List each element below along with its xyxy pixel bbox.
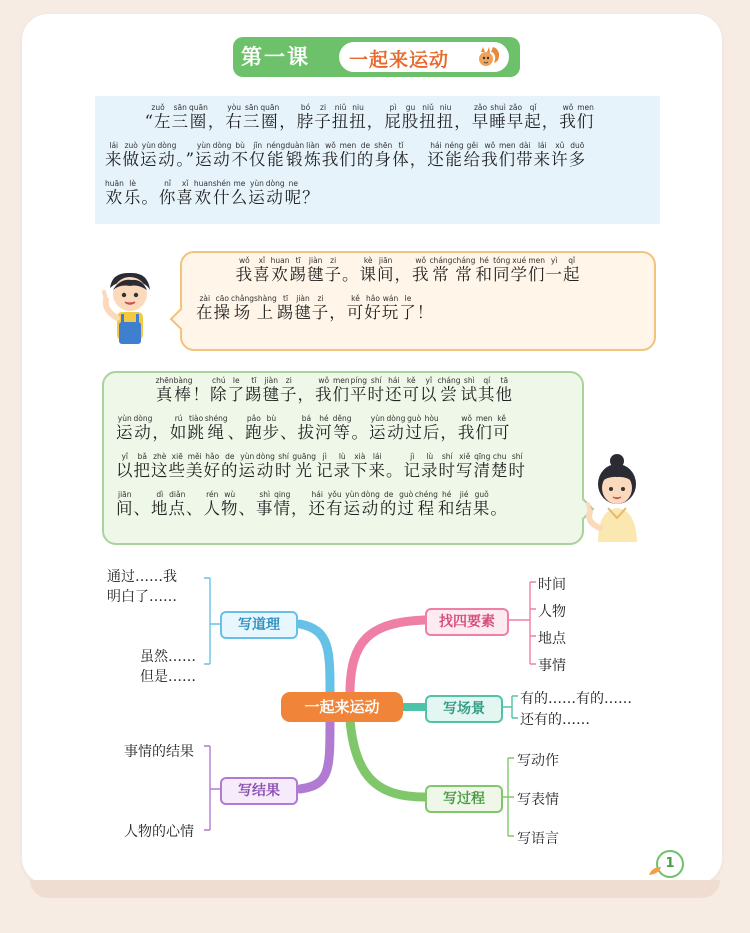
pinyin-char: 时shí <box>274 452 293 480</box>
pinyin-char: 不bù <box>231 141 249 169</box>
pinyin-char: 脖bó <box>296 103 315 131</box>
pinyin-char: 情qing <box>273 490 291 518</box>
pinyin-char: 多duō <box>568 141 587 169</box>
pinyin-char: 子zi <box>324 256 342 284</box>
pinyin-char: 我wǒ <box>559 103 577 131</box>
pinyin-char: 带dài <box>516 141 534 169</box>
page-number: 1 <box>656 850 684 878</box>
pinyin-char: 喜xǐ <box>176 179 194 207</box>
mindmap-leaf: 写动作 <box>517 753 559 769</box>
pinyin-char: 子zi <box>311 294 330 322</box>
pinyin-char: 屁pì <box>384 103 402 131</box>
pinyin-char: 棒bàng <box>173 376 193 404</box>
mindmap-leaf: 有的……有的…… <box>520 691 632 707</box>
pinyin-char: 、 <box>280 423 298 442</box>
pinyin-char: 还hái <box>385 376 403 404</box>
pinyin-char: 课kè <box>359 256 377 284</box>
pinyin-char: 们men <box>339 141 357 169</box>
pinyin-char: 他tā <box>495 376 514 404</box>
pinyin-char: 除chú <box>210 376 228 404</box>
pinyin-char: 河hé <box>315 414 333 442</box>
pinyin-char: 。 <box>341 265 360 284</box>
pinyin-char: 录lù <box>421 452 439 480</box>
pinyin-char: 其qí <box>478 376 496 404</box>
mindmap-leaf: 虽然…… <box>140 649 196 665</box>
pinyin-char: 起qǐ <box>524 103 542 131</box>
pinyin-char: ？ <box>302 188 320 207</box>
pinyin-char: 子zi <box>314 103 332 131</box>
pinyin-char: 的de <box>356 141 375 169</box>
pinyin-char: 同tóng <box>492 256 511 284</box>
pinyin-char: 试shì <box>460 376 479 404</box>
pinyin-char: 动dòng <box>212 141 232 169</box>
pinyin-char: 早zǎo <box>506 103 525 131</box>
pinyin-char: 扭niǔ <box>331 103 350 131</box>
mindmap-leaf: 明白了…… <box>107 589 177 605</box>
pinyin-char: ， <box>454 112 472 131</box>
pinyin-char: 间jiān <box>116 490 134 518</box>
pinyin-char: 炼liàn <box>304 141 322 169</box>
pinyin-char: 。” <box>176 150 196 169</box>
pinyin-char: 了le <box>227 376 246 404</box>
pinyin-char: 给gěi <box>463 141 482 169</box>
pinyin-char: 身shēn <box>374 141 393 169</box>
pinyin-char: 结jié <box>455 490 473 518</box>
mindmap-leaf: 人物 <box>538 604 566 620</box>
pinyin-char: 把bǎ <box>133 452 151 480</box>
pinyin-char: 。 <box>490 499 508 518</box>
pinyin-char: 事shì <box>256 490 274 518</box>
pinyin-char: 光guāng <box>292 452 316 480</box>
pinyin-char: 。 <box>141 188 159 207</box>
pinyin-char: 乐lè <box>123 179 142 207</box>
leaf-icon <box>648 866 662 876</box>
pinyin-char: 欢huān <box>105 179 124 207</box>
pinyin-char: 运yùn <box>140 141 158 169</box>
pinyin-char: ， <box>409 150 428 169</box>
pinyin-char: 玩wán <box>381 294 400 322</box>
pinyin-char: 过guò <box>397 490 415 518</box>
pinyin-char: 尝cháng <box>437 376 461 404</box>
pinyin-char: ， <box>394 265 412 284</box>
pinyin-char: 动dòng <box>265 179 285 207</box>
mindmap-leaf: 但是…… <box>140 669 196 685</box>
lesson-number: 第一课 <box>241 44 310 69</box>
mindmap-node-elements: 找四要素 <box>425 608 509 636</box>
pinyin-char: 圈quān <box>189 103 208 131</box>
pinyin-char: 我wǒ <box>315 376 333 404</box>
pinyin-char: 可kě <box>346 294 365 322</box>
pinyin-char: 三sān <box>171 103 190 131</box>
mindmap-node-scene: 写场景 <box>425 695 503 723</box>
pinyin-char: 。 <box>351 423 370 442</box>
mindmap-leaf: 还有的…… <box>520 712 590 728</box>
mindmap-leaf: 地点 <box>538 631 566 647</box>
pinyin-char: ， <box>366 112 385 131</box>
pinyin-char: 以yǐ <box>116 452 134 480</box>
pinyin-char: 们men <box>576 103 595 131</box>
pinyin-char: 体tǐ <box>392 141 410 169</box>
pinyin-char: 动dòng <box>256 452 275 480</box>
pinyin-char: 我wǒ <box>457 414 476 442</box>
pinyin-char: ， <box>541 112 560 131</box>
pinyin-char: 好hǎo <box>364 294 382 322</box>
pinyin-char: 锻duàn <box>285 141 305 169</box>
pinyin-char: 程chéng <box>414 490 438 518</box>
pinyin-char: ， <box>152 423 170 442</box>
pinyin-char: 运yùn <box>343 490 361 518</box>
pinyin-char: 平píng <box>350 376 368 404</box>
pinyin-char: 时shí <box>508 452 526 480</box>
pinyin-char: 许xǔ <box>551 141 569 169</box>
pinyin-char: 果guǒ <box>472 490 491 518</box>
pinyin-char: 来lái <box>533 141 552 169</box>
pinyin-char: 。 <box>386 461 404 480</box>
pinyin-char: 、 <box>133 499 151 518</box>
pinyin-char: 动dòng <box>133 414 153 442</box>
mindmap-leaf: 写语言 <box>517 831 559 847</box>
pinyin-char: 后hòu <box>422 414 441 442</box>
pinyin-char: 时shí <box>438 452 456 480</box>
pinyin-char: 在zài <box>196 294 214 322</box>
pinyin-char: 三sān <box>242 103 261 131</box>
pinyin-char: ， <box>329 303 347 322</box>
pinyin-char: ， <box>440 423 458 442</box>
pinyin-char: 间jiān <box>376 256 395 284</box>
pinyin-char: 可kě <box>492 414 511 442</box>
pinyin-char: 下xià <box>351 452 369 480</box>
mindmap-leaf: 人物的心情 <box>124 824 194 840</box>
pinyin-char: 们men <box>332 376 351 404</box>
pinyin-char: 物wù <box>221 490 239 518</box>
pinyin-char: 喜xǐ <box>253 256 271 284</box>
pinyin-char: 我wǒ <box>235 256 254 284</box>
pinyin-char: ！ <box>416 303 435 322</box>
pinyin-char: 运yùn <box>248 179 266 207</box>
pinyin-char: 么me <box>230 179 249 207</box>
pinyin-char: 写xiě <box>456 452 474 480</box>
pinyin-char: 子zi <box>280 376 298 404</box>
pinyin-char: 步bù <box>262 414 281 442</box>
pinyin-char: 踢tī <box>245 376 263 404</box>
pinyin-char: 做zuò <box>122 141 140 169</box>
pinyin-char: 股gu <box>401 103 420 131</box>
pinyin-char: 常cháng <box>452 256 476 284</box>
pinyin-char: 真zhēn <box>155 376 174 404</box>
pinyin-char: 什shén <box>212 179 231 207</box>
pinyin-char: 踢tī <box>289 256 307 284</box>
pinyin-char: 动dòng <box>157 141 177 169</box>
pinyin-char: 毽jiàn <box>294 294 312 322</box>
pinyin-char: 些xiē <box>168 452 186 480</box>
pinyin-char: 运yùn <box>238 452 256 480</box>
mindmap-leaf: 通过……我 <box>107 569 177 585</box>
pinyin-char: 运yùn <box>369 414 387 442</box>
mindmap-node-result: 写结果 <box>220 777 298 805</box>
pinyin-char: 学xué <box>510 256 528 284</box>
pinyin-char: 们men <box>498 141 517 169</box>
pinyin-char: 了le <box>399 294 417 322</box>
pinyin-char: 等děng <box>332 414 352 442</box>
pinyin-char: 的de <box>221 452 239 480</box>
pinyin-char: 我wǒ <box>411 256 430 284</box>
pinyin-char: 绳shéng <box>204 414 228 442</box>
pinyin-char: 这zhè <box>151 452 169 480</box>
pinyin-char: ， <box>279 112 297 131</box>
pinyin-char: 仅jǐn <box>248 141 267 169</box>
pinyin-char: 右yòu <box>225 103 243 131</box>
pinyin-char: 圈quān <box>260 103 280 131</box>
pinyin-char: 录lù <box>333 452 351 480</box>
mindmap-leaf: 时间 <box>538 577 566 593</box>
pinyin-char: 清qīng <box>473 452 491 480</box>
pinyin-char: 跳tiào <box>187 414 205 442</box>
pinyin-char: 记jì <box>316 452 334 480</box>
mindmap-leaf: 事情 <box>538 658 566 674</box>
pinyin-char: “左zuǒ <box>144 103 172 131</box>
pinyin-char: 扭niǔ <box>419 103 437 131</box>
pinyin-char: 人rén <box>203 490 221 518</box>
pinyin-char: 还hái <box>308 490 326 518</box>
pinyin-char: 和hé <box>437 490 456 518</box>
pinyin-char: 美měi <box>186 452 204 480</box>
pinyin-char: 好hǎo <box>203 452 221 480</box>
pinyin-char: 、 <box>186 499 204 518</box>
pinyin-char: 、 <box>238 499 256 518</box>
pinyin-char: 们men <box>475 414 493 442</box>
pinyin-char: 欢huan <box>193 179 213 207</box>
pinyin-char: ， <box>291 499 309 518</box>
pinyin-char: 、 <box>227 423 246 442</box>
pinyin-char: 们men <box>527 256 546 284</box>
pinyin-char: 记jì <box>403 452 421 480</box>
pinyin-char: ， <box>297 385 316 404</box>
mindmap-node-process: 写过程 <box>425 785 503 813</box>
pinyin-char: 有yǒu <box>326 490 344 518</box>
pinyin-char: 运yùn <box>195 141 213 169</box>
pinyin-char: 和hé <box>475 256 493 284</box>
pinyin-char: 运yùn <box>116 414 134 442</box>
pinyin-char: 时shí <box>367 376 386 404</box>
pinyin-char: 能néng <box>444 141 464 169</box>
pinyin-char: 能néng <box>266 141 286 169</box>
pinyin-char: 毽jiàn <box>262 376 281 404</box>
pinyin-char: 呢ne <box>284 179 303 207</box>
pinyin-char: ！ <box>192 385 211 404</box>
pinyin-char: 还hái <box>427 141 445 169</box>
pinyin-char: 起qǐ <box>562 256 581 284</box>
pinyin-char: 拔bá <box>297 414 316 442</box>
pinyin-char: 扭niu <box>436 103 455 131</box>
pinyin-char: 来lái <box>105 141 123 169</box>
pinyin-char: 如rú <box>169 414 188 442</box>
pinyin-char: 以yǐ <box>420 376 438 404</box>
pinyin-char: 场chǎng <box>231 294 254 322</box>
lesson-title: 一起来运动 <box>349 49 450 71</box>
pinyin-char: 常cháng <box>429 256 453 284</box>
pinyin-char: 操cāo <box>213 294 231 322</box>
pinyin-char: 欢huan <box>270 256 290 284</box>
pinyin-char: 动dòng <box>386 414 406 442</box>
pinyin-char: 毽jiàn <box>306 256 325 284</box>
pinyin-char: 可kě <box>402 376 421 404</box>
pinyin-char: 我wǒ <box>481 141 499 169</box>
mindmap-leaf: 事情的结果 <box>124 744 194 760</box>
pinyin-char: 我wǒ <box>321 141 340 169</box>
mindmap-leaf: 写表情 <box>517 792 559 808</box>
pinyin-char: 点diǎn <box>168 490 186 518</box>
pinyin-char: 跑pǎo <box>245 414 263 442</box>
pinyin-char: 上shàng <box>254 294 277 322</box>
pinyin-char: 过guò <box>405 414 423 442</box>
pinyin-char: 你nǐ <box>158 179 177 207</box>
pinyin-char: 动dòng <box>361 490 380 518</box>
pinyin-char: 的de <box>379 490 398 518</box>
pinyin-char: 扭niu <box>349 103 367 131</box>
pinyin-char: 踢tī <box>276 294 295 322</box>
pinyin-char: 早zǎo <box>471 103 490 131</box>
pinyin-char: 来lái <box>368 452 386 480</box>
pinyin-char: ， <box>207 112 226 131</box>
mindmap-center-node: 一起来运动 <box>281 692 403 722</box>
pinyin-char: 地dì <box>151 490 169 518</box>
mindmap-node-reason: 写道理 <box>220 611 298 639</box>
pinyin-char: 睡shuì <box>489 103 507 131</box>
pinyin-char: 楚chu <box>491 452 509 480</box>
pinyin-char: 一yì <box>545 256 563 284</box>
